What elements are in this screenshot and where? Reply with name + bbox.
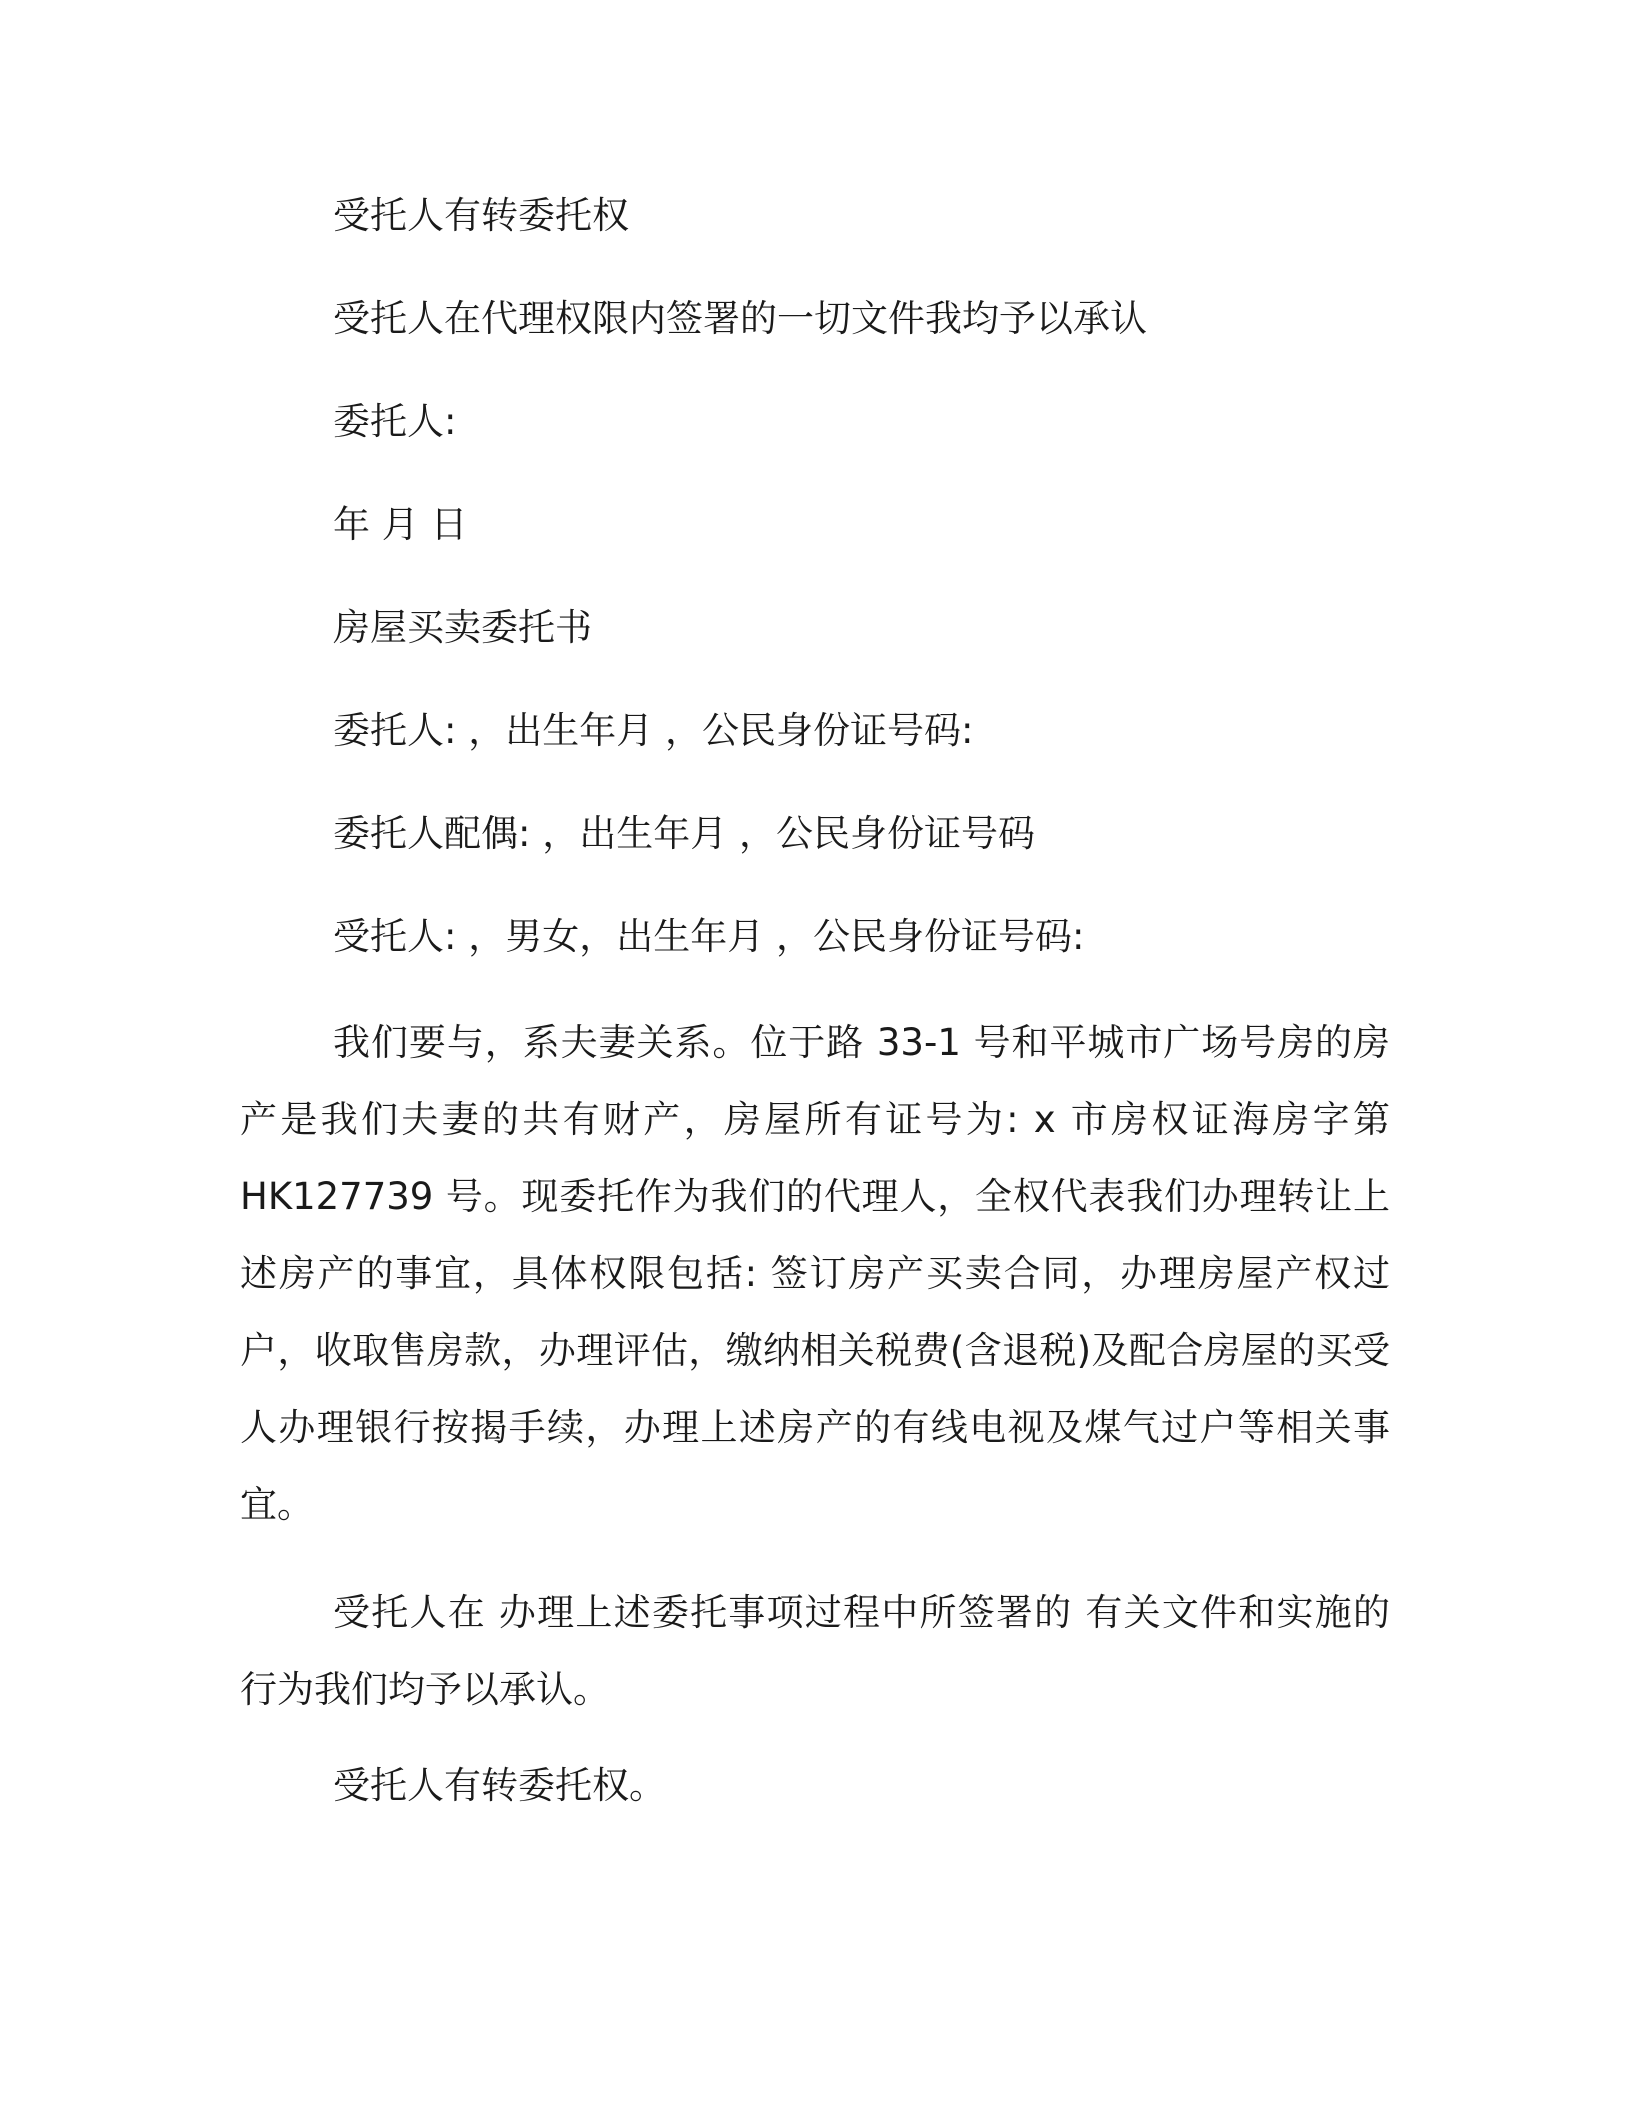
clause-sub-delegation: 受托人有转委托权 — [333, 194, 629, 237]
closing-sub-delegation: 受托人有转委托权。 — [333, 1764, 666, 1807]
principal-info-line: 委托人: ，出生年月 ，公民身份证号码: — [333, 709, 974, 752]
acknowledgement-paragraph: 受托人在 办理上述委托事项过程中所签署的 有关文件和实施的行为我们均予以承认。 — [240, 1591, 1390, 1711]
principal-spouse-info-line: 委托人配偶: ，出生年月 ，公民身份证号码 — [333, 812, 1035, 855]
date-line: 年 月 日 — [333, 503, 468, 546]
document-title: 房屋买卖委托书 — [333, 606, 592, 649]
principal-signature-label: 委托人: — [333, 400, 457, 443]
clause-acknowledge-documents: 受托人在代理权限内签署的一切文件我均予以承认 — [333, 297, 1147, 340]
agent-info-line: 受托人: ，男女，出生年月 ，公民身份证号码: — [333, 915, 1085, 958]
authorization-paragraph: 我们要与，系夫妻关系。位于路 33-1 号和平城市广场号房的房产是我们夫妻的共有财产，房屋所有证号为: x 市房权证海房字第 HK127739 号。现委托作为我们的代理人，全权代表我们办理转让上述房产的事宜，具体权限包括: 签订房产买卖合同，办理房屋产权过户，收取售房款，办理评估，缴纳相关税费(含退税)及配合房屋的买受人办理银行按揭手续，办理上述房产的有线电视及煤气过户等相关事宜。 — [240, 1021, 1390, 1526]
